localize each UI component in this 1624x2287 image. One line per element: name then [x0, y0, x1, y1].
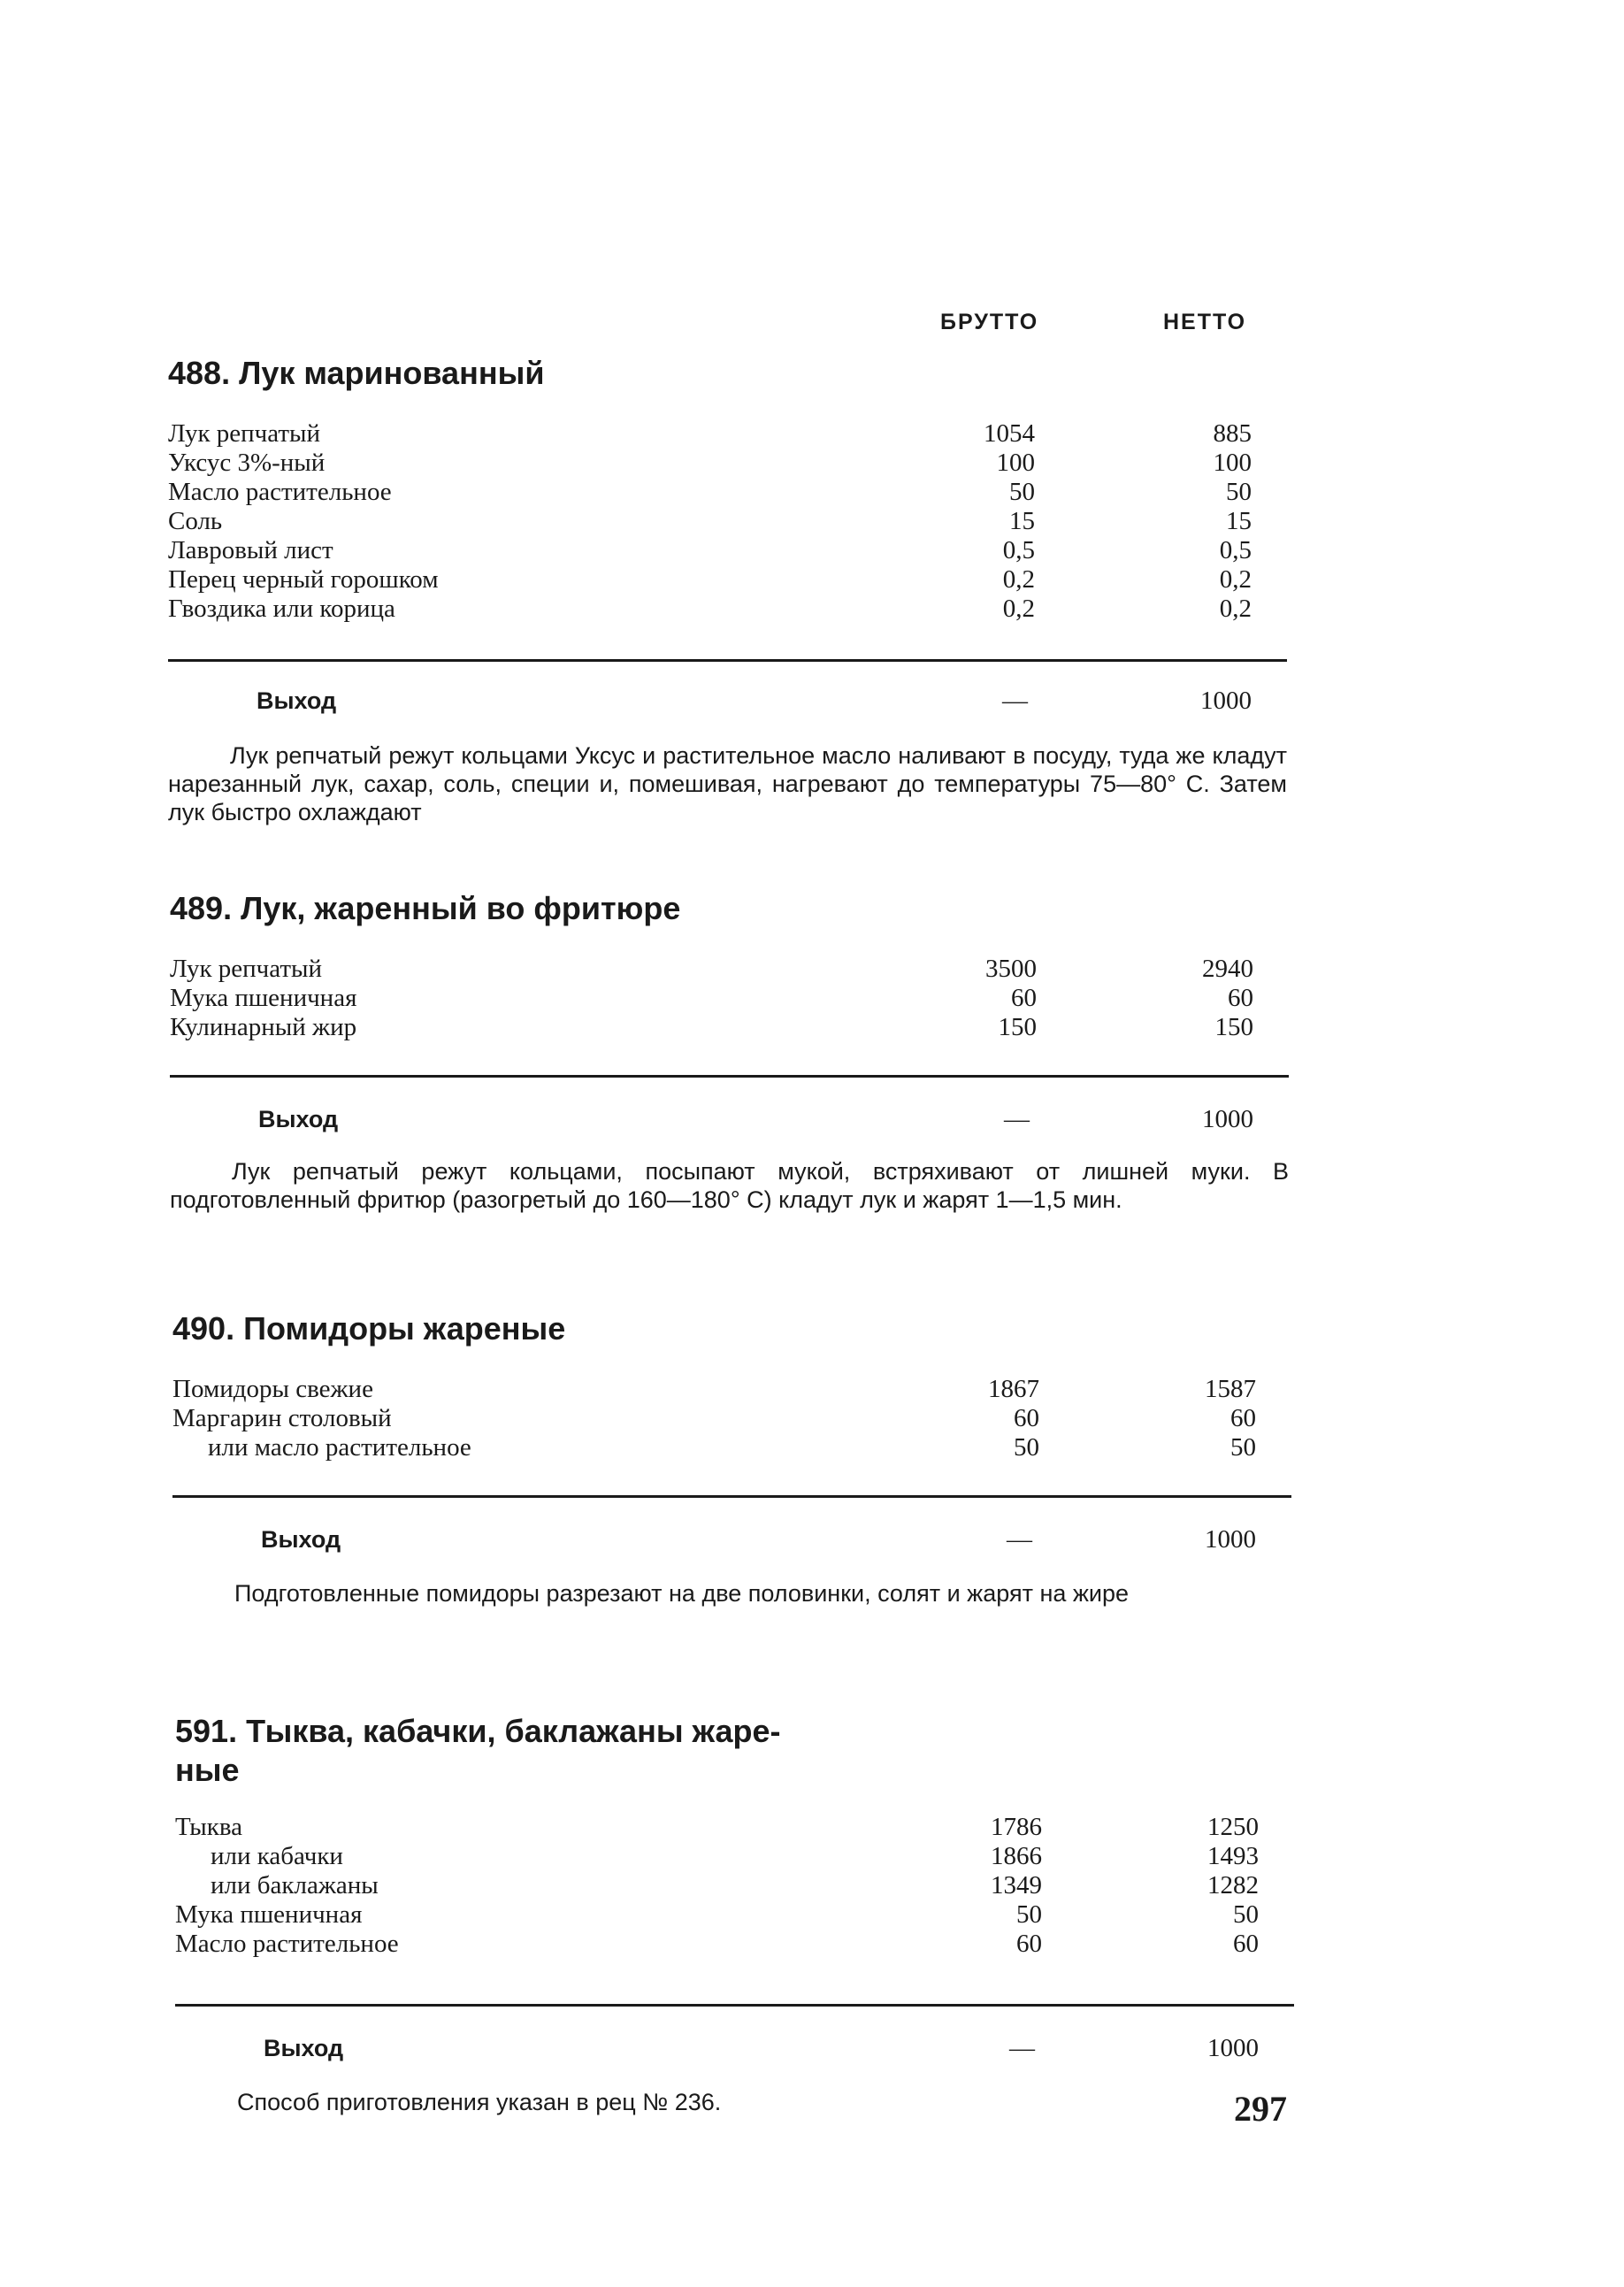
- ingredient-name: или баклажаны: [211, 1871, 379, 1899]
- yield-netto: 1000: [1202, 1105, 1253, 1133]
- ingredient-name: или кабачки: [211, 1842, 343, 1870]
- ingredient-brutto: 60: [1011, 984, 1037, 1012]
- ingredient-netto: 1587: [1205, 1375, 1256, 1403]
- recipe-title: 489. Лук, жаренный во фритюре: [170, 890, 681, 926]
- ingredient-brutto: 100: [996, 449, 1035, 477]
- divider: [168, 659, 1287, 662]
- recipe-instructions: Лук репчатый режут кольцами, посыпают мукой, встряхивают от лишней муки. В подготовленный фритюр (разогретый до 160—180° С) кладут лук и жарят 1—1,5 мин.: [170, 1158, 1289, 1213]
- ingredient-name: Помидоры свежие: [172, 1375, 373, 1403]
- ingredient-netto: 0,5: [1219, 536, 1252, 564]
- ingredient-row: [172, 1375, 1305, 1404]
- recipe-title: 490. Помидоры жареные: [172, 1310, 566, 1347]
- divider: [175, 2004, 1294, 2007]
- recipe-488: [168, 354, 1300, 825]
- ingredient-name: Маргарин столовый: [172, 1404, 392, 1432]
- yield-label: Выход: [257, 687, 337, 714]
- yield-label: Выход: [258, 1106, 339, 1132]
- ingredient-name: Гвоздика или корица: [168, 595, 395, 623]
- ingredient-row: [168, 478, 1300, 507]
- ingredient-row: [175, 1842, 1307, 1871]
- recipe-instructions: Способ приготовления указан в рец № 236.: [237, 2089, 722, 2115]
- column-headers: [0, 310, 1624, 345]
- ingredient-name: Мука пшеничная: [170, 984, 357, 1012]
- ingredient-name: Лук репчатый: [168, 419, 321, 448]
- ingredient-netto: 100: [1213, 449, 1252, 477]
- ingredient-row: [175, 1871, 1307, 1900]
- yield-row: [168, 683, 1300, 718]
- ingredient-brutto: 1349: [991, 1871, 1042, 1899]
- ingredient-brutto: 50: [1016, 1900, 1042, 1929]
- ingredient-name: Лавровый лист: [168, 536, 333, 564]
- ingredient-netto: 50: [1233, 1900, 1259, 1929]
- recipe-instructions: Лук репчатый режут кольцами Уксус и растительное масло наливают в посуду, туда же кладут нарезанный лук, сахар, соль, специи и, помешивая, нагревают до температуры 75—80° С. Затем лук быстро охлаждают: [168, 742, 1287, 825]
- ingredient-name: Тыква: [175, 1813, 243, 1841]
- ingredient-netto: 1493: [1207, 1842, 1259, 1870]
- ingredient-row: [168, 536, 1300, 565]
- ingredient-brutto: 60: [1016, 1930, 1042, 1958]
- ingredient-netto: 60: [1230, 1404, 1256, 1432]
- yield-netto: 1000: [1207, 2034, 1259, 2062]
- ingredient-row: [170, 984, 1302, 1013]
- ingredient-brutto: 50: [1014, 1433, 1039, 1462]
- recipe-title: [175, 1712, 1307, 1790]
- ingredient-netto: 60: [1233, 1930, 1259, 1958]
- ingredient-row: [170, 1013, 1302, 1042]
- yield-row: [170, 1101, 1302, 1137]
- recipe-title: 488. Лук маринованный: [168, 355, 545, 391]
- column-header-brutto: БРУТТО: [940, 310, 1039, 334]
- ingredient-brutto: 15: [1009, 507, 1035, 535]
- recipe-title-line-2: ные: [175, 1752, 240, 1788]
- ingredient-brutto: 50: [1009, 478, 1035, 506]
- ingredient-name: Масло растительное: [168, 478, 392, 506]
- ingredient-name: Кулинарный жир: [170, 1013, 357, 1041]
- ingredient-name: Уксус 3%-ный: [168, 449, 326, 477]
- yield-row: [172, 1522, 1305, 1557]
- ingredient-name: Масло растительное: [175, 1930, 399, 1958]
- ingredient-row: [175, 1900, 1307, 1930]
- ingredient-name: или масло растительное: [208, 1433, 471, 1462]
- yield-label: Выход: [264, 2035, 344, 2061]
- ingredient-row: [168, 507, 1300, 536]
- yield-brutto: —: [1004, 1105, 1030, 1133]
- yield-brutto: —: [1002, 687, 1028, 715]
- ingredient-brutto: 0,2: [1002, 595, 1035, 623]
- ingredient-list: [172, 1375, 1305, 1462]
- ingredient-netto: 50: [1226, 478, 1252, 506]
- ingredient-name: Перец черный горошком: [168, 565, 439, 594]
- ingredient-netto: 0,2: [1219, 565, 1252, 594]
- ingredient-netto: 150: [1214, 1013, 1253, 1041]
- ingredient-brutto: 1786: [991, 1813, 1042, 1841]
- ingredient-netto: 0,2: [1219, 595, 1252, 623]
- ingredient-netto: 1282: [1207, 1871, 1259, 1899]
- ingredient-row: [168, 419, 1300, 449]
- ingredient-name: Соль: [168, 507, 223, 535]
- ingredient-brutto: 1867: [988, 1375, 1039, 1403]
- ingredient-brutto: 3500: [985, 955, 1037, 983]
- yield-brutto: —: [1009, 2034, 1035, 2062]
- yield-netto: 1000: [1205, 1525, 1256, 1554]
- ingredient-row: [172, 1433, 1305, 1462]
- ingredient-netto: 50: [1230, 1433, 1256, 1462]
- ingredient-list: [168, 419, 1300, 624]
- ingredient-brutto: 150: [998, 1013, 1037, 1041]
- ingredient-netto: 1250: [1207, 1813, 1259, 1841]
- divider: [170, 1075, 1289, 1078]
- ingredient-row: [168, 565, 1300, 595]
- ingredient-list: [175, 1813, 1307, 1959]
- ingredient-row: [172, 1404, 1305, 1433]
- ingredient-netto: 15: [1226, 507, 1252, 535]
- ingredient-brutto: 0,5: [1002, 536, 1035, 564]
- ingredient-brutto: 0,2: [1002, 565, 1035, 594]
- page-number: 297: [1234, 2089, 1287, 2129]
- divider: [172, 1495, 1291, 1498]
- recipe-title-line-1: 591. Тыква, кабачки, баклажаны жаре-: [175, 1713, 781, 1749]
- recipe-instructions: Подготовленные помидоры разрезают на две половинки, солят и жарят на жире: [234, 1580, 1130, 1607]
- ingredient-brutto: 60: [1014, 1404, 1039, 1432]
- ingredient-row: [168, 595, 1300, 624]
- yield-brutto: —: [1007, 1525, 1032, 1554]
- yield-netto: 1000: [1200, 687, 1252, 715]
- ingredient-name: Мука пшеничная: [175, 1900, 363, 1929]
- yield-label: Выход: [261, 1526, 341, 1553]
- ingredient-list: [170, 955, 1302, 1042]
- column-header-netto: НЕТТО: [1163, 310, 1247, 334]
- ingredient-row: [170, 955, 1302, 984]
- ingredient-brutto: 1866: [991, 1842, 1042, 1870]
- recipe-490: [172, 1309, 1305, 1607]
- ingredient-netto: 60: [1228, 984, 1253, 1012]
- recipe-489: [170, 889, 1302, 1213]
- ingredient-row: [175, 1813, 1307, 1842]
- ingredient-row: [175, 1930, 1307, 1959]
- ingredient-name: Лук репчатый: [170, 955, 323, 983]
- ingredient-brutto: 1054: [984, 419, 1035, 448]
- yield-row: [175, 2030, 1307, 2066]
- ingredient-row: [168, 449, 1300, 478]
- ingredient-netto: 2940: [1202, 955, 1253, 983]
- ingredient-netto: 885: [1213, 419, 1252, 448]
